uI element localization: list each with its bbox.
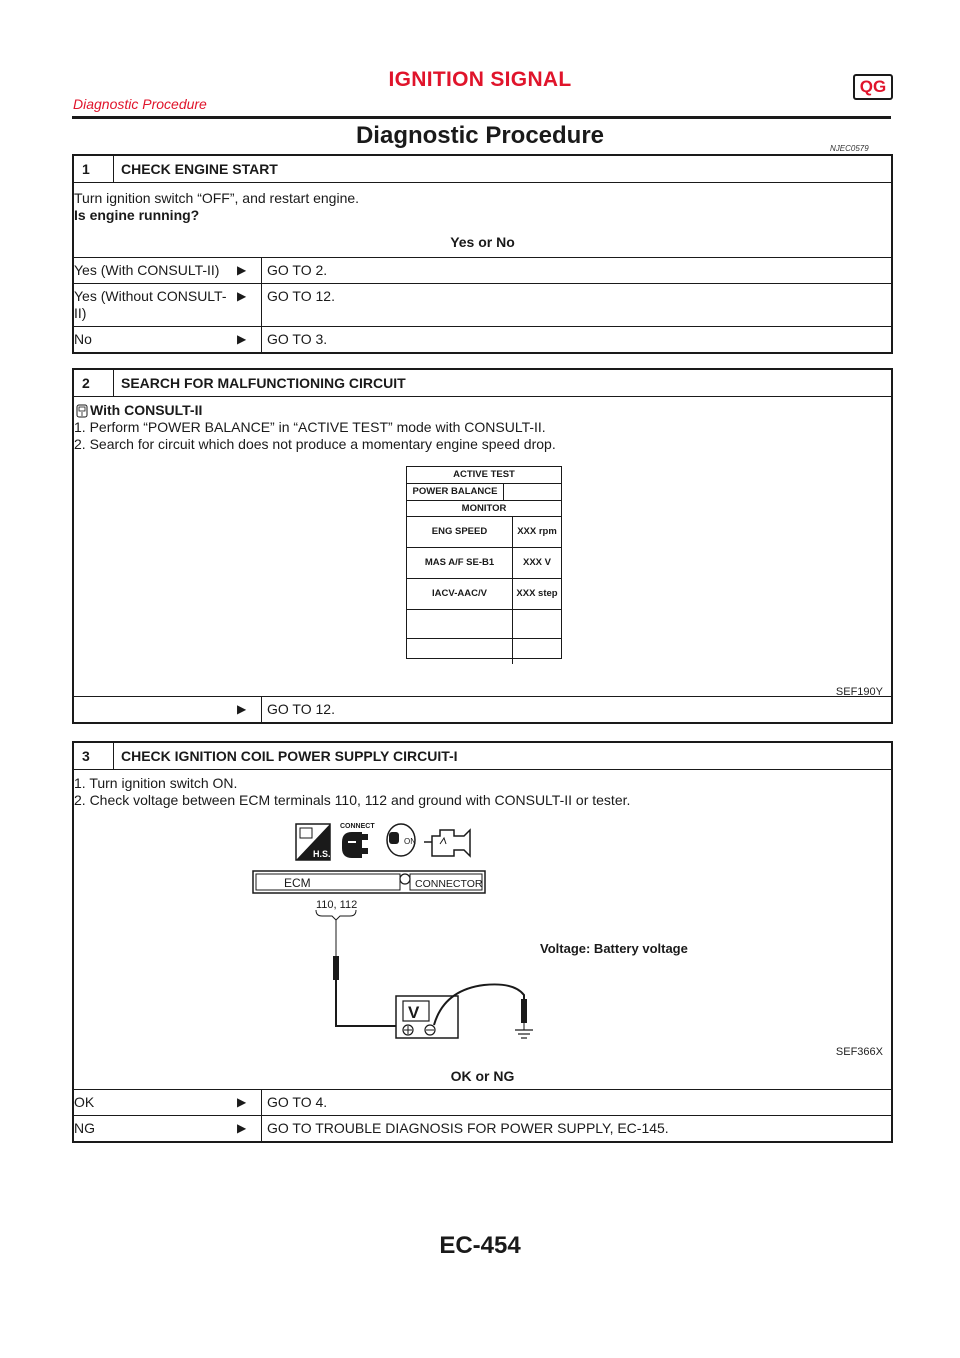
arrow-icon: ▶ (237, 263, 247, 277)
monitor-item-value: XXX V (523, 557, 551, 568)
row-action: GO TO 12. (261, 697, 891, 722)
figure-id: SEF366X (835, 1046, 883, 1058)
row-action: GO TO 2. (261, 258, 891, 283)
page-number: EC-454 (439, 1232, 521, 1259)
row-action: GO TO 3. (261, 327, 891, 352)
step-3-number: 3 (74, 743, 114, 769)
monitor-item-value: XXX step (516, 588, 558, 599)
svg-text:V: V (408, 1003, 420, 1022)
figure-id: SEF190Y (835, 686, 883, 698)
engine-icon (424, 830, 470, 856)
step-1-instruction: Turn ignition switch “OFF”, and restart engine. (74, 190, 360, 206)
voltage-check-diagram (244, 820, 724, 1040)
instruction-line: 2. Check voltage between ECM terminals 110, 112 and ground with CONSULT-II or tester. (74, 792, 631, 808)
svg-text:ON: ON (404, 837, 416, 846)
consult-screen (406, 466, 562, 659)
svg-text:H.S.: H.S. (313, 849, 331, 859)
arrow-icon: ▶ (237, 332, 247, 346)
step-3-choice: OK or NG (450, 1068, 515, 1084)
mode-label: With CONSULT-II (90, 402, 203, 418)
voltage-spec: Voltage: Battery voltage (540, 941, 688, 956)
screen-test-name: POWER BALANCE (407, 484, 504, 500)
row-condition: NG (74, 1120, 95, 1136)
step-3-row (74, 1115, 891, 1141)
step-3-row (74, 1089, 891, 1115)
row-action: GO TO TROUBLE DIAGNOSIS FOR POWER SUPPLY, EC-145. (261, 1116, 891, 1141)
step-2-row (74, 696, 891, 722)
step-2-number: 2 (74, 370, 114, 396)
ecm-connector (253, 871, 485, 893)
step-1-header (74, 156, 891, 183)
hs-icon (296, 824, 331, 860)
header-rule (72, 116, 891, 119)
instruction-line: 2. Search for circuit which does not produce a momentary engine speed drop. (74, 436, 556, 452)
step-2-title: SEARCH FOR MALFUNCTIONING CIRCUIT (121, 375, 406, 391)
arrow-icon: ▶ (237, 1121, 247, 1135)
engine-badge: QG (853, 74, 893, 100)
step-3-box (72, 741, 893, 1143)
connector-icon (340, 823, 375, 858)
step-3-header (74, 743, 891, 770)
step-1-number: 1 (74, 156, 114, 182)
ignition-key-icon (387, 824, 416, 856)
terminal-label: 110, 112 (316, 899, 358, 911)
monitor-item-label: IACV-AAC/V (407, 579, 513, 609)
svg-text:ECM: ECM (284, 876, 311, 890)
screen-title: ACTIVE TEST (407, 467, 561, 484)
arrow-icon: ▶ (237, 289, 247, 303)
row-condition: Yes (With CONSULT-II) (74, 262, 220, 278)
row-action: GO TO 12. (261, 284, 891, 326)
row-condition: OK (74, 1094, 95, 1110)
instruction-line: 1. Perform “POWER BALANCE” in “ACTIVE TEST” mode with CONSULT-II. (74, 419, 546, 435)
monitor-item-label: MAS A/F SE-B1 (407, 548, 513, 578)
step-2-box (72, 368, 893, 724)
instruction-line: 1. Turn ignition switch ON. (74, 775, 238, 791)
screen-monitor: MONITOR (407, 501, 561, 517)
svg-text:CONNECT: CONNECT (340, 823, 375, 830)
consult-icon (74, 404, 90, 418)
row-action: GO TO 4. (261, 1090, 891, 1115)
arrow-icon: ▶ (237, 1095, 247, 1109)
monitor-item-label: ENG SPEED (407, 517, 513, 547)
page-title: Diagnostic Procedure (355, 122, 605, 149)
monitor-item-value: XXX rpm (517, 526, 557, 537)
section-title: IGNITION SIGNAL (388, 68, 572, 91)
step-1-choice: Yes or No (450, 234, 515, 250)
arrow-icon: ▶ (237, 702, 247, 716)
step-3-title: CHECK IGNITION COIL POWER SUPPLY CIRCUIT-I (121, 748, 458, 764)
step-2-header (74, 370, 891, 397)
section-subtitle: Diagnostic Procedure (73, 96, 207, 112)
row-condition: No (74, 331, 92, 347)
row-condition: Yes (Without CONSULT- II) (74, 288, 227, 321)
step-1-question: Is engine running? (74, 207, 200, 223)
svg-text:CONNECTOR: CONNECTOR (415, 878, 483, 890)
step-1-row (74, 257, 891, 283)
step-1-title: CHECK ENGINE START (121, 161, 278, 177)
step-1-row (74, 283, 891, 326)
step-1-row (74, 326, 891, 352)
page-code: NJEC0579 (830, 144, 869, 153)
step-1-box (72, 154, 893, 354)
voltmeter-icon (396, 996, 458, 1038)
